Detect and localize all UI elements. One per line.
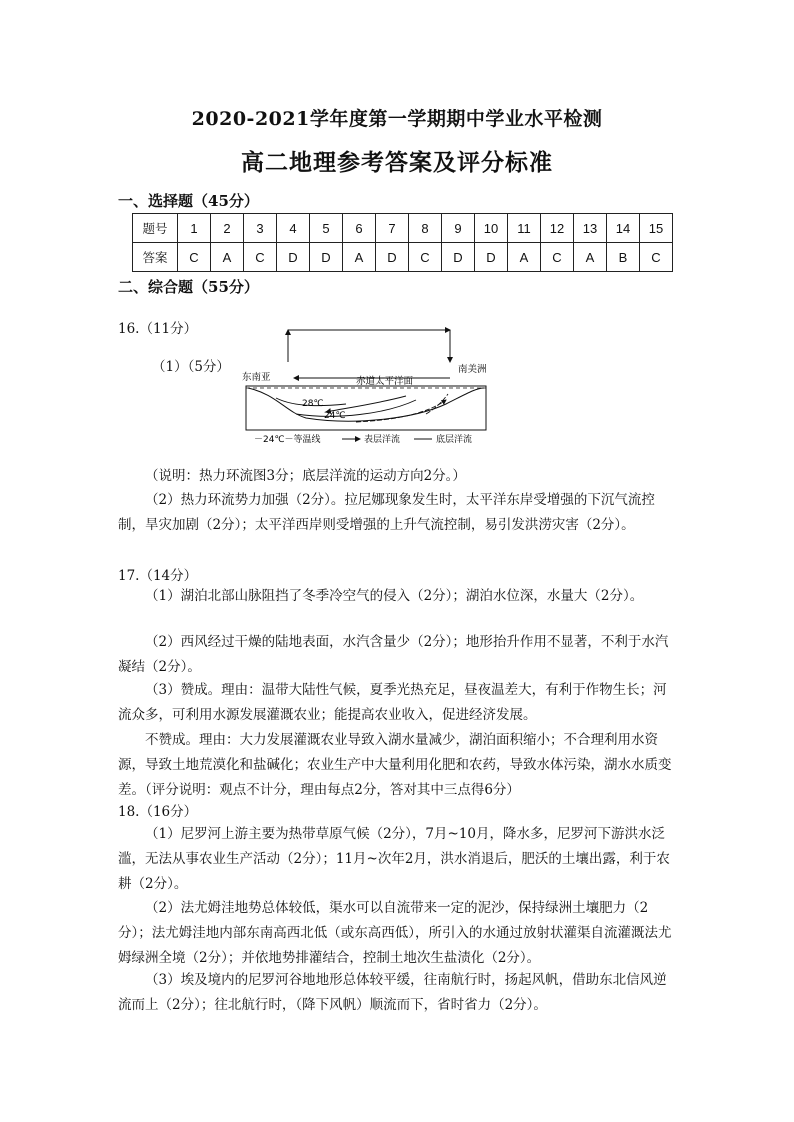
legend-isotherm: －24℃－等温线 — [254, 435, 321, 445]
answer-cell: D — [475, 243, 508, 272]
answer-table — [132, 213, 673, 272]
question-number: 4 — [277, 214, 310, 243]
answer-cell: C — [178, 243, 211, 272]
answer-cell: C — [409, 243, 442, 272]
question-number: 7 — [376, 214, 409, 243]
label-surface: 赤道太平洋面 — [356, 376, 414, 387]
label-southeast-asia: 东南亚 — [242, 372, 271, 383]
table-row-numbers — [133, 214, 673, 243]
question-number: 15 — [640, 214, 673, 243]
answer-cell: B — [607, 243, 640, 272]
question-number: 9 — [442, 214, 475, 243]
question-number: 12 — [541, 214, 574, 243]
q17-answer-2: （2）西风经过干燥的陆地表面，水汽含量少（2分）；地形抬升作用不显著，不利于水汽凝结（2分）。 — [118, 634, 669, 675]
q16-heading: 16.（11分） — [118, 321, 198, 337]
q18-answer-2: （2）法尤姆洼地势总体较低，渠水可以自流带来一定的泥沙，保持绿洲土壤肥力（2分）；法尤姆洼地内部东南高西北低（或东高西低），所引入的水通过放射状灌渠自流灌溉法尤姆绿洲全境（2分）；并依地势排灌结合，控制土地次生盐渍化（2分）。 — [118, 900, 672, 966]
label-28c: 28℃ — [302, 399, 324, 409]
table-head-answer: 答案 — [133, 243, 178, 272]
question-number: 6 — [343, 214, 376, 243]
question-number: 10 — [475, 214, 508, 243]
question-number: 2 — [211, 214, 244, 243]
question-number: 5 — [310, 214, 343, 243]
answer-cell: A — [211, 243, 244, 272]
q16-answer-2: （2）热力环流势力加强（2分）。拉尼娜现象发生时，太平洋东岸受增强的下沉气流控制，旱灾加剧（2分）；太平洋西岸则受增强的上升气流控制，易引发洪涝灾害（2分）。 — [118, 492, 655, 533]
table-head-number: 题号 — [133, 214, 178, 243]
answer-cell: A — [508, 243, 541, 272]
question-number: 13 — [574, 214, 607, 243]
answer-cell: D — [277, 243, 310, 272]
question-number: 14 — [607, 214, 640, 243]
answer-cell: C — [541, 243, 574, 272]
question-number: 8 — [409, 214, 442, 243]
q17-answer-4: 不赞成。理由：大力发展灌溉农业导致入湖水量减少，湖泊面积缩小；不合理利用水资源，导致土地荒漠化和盐碱化；农业生产中大量利用化肥和农药，导致水体污染，湖水水质变差。（评分说明：观点不计分，理由每点2分，答对其中三点得6分） — [118, 732, 672, 798]
legend-deep-current: 底层洋流 — [436, 435, 473, 445]
q18-heading: 18.（16分） — [118, 804, 198, 820]
label-south-america: 南美洲 — [458, 364, 487, 375]
answer-cell: D — [310, 243, 343, 272]
q17-answer-3: （3）赞成。理由：温带大陆性气候，夏季光热充足，昼夜温差大，有利于作物生长；河流众多，可利用水源发展灌溉农业；能提高农业收入，促进经济发展。 — [118, 682, 667, 723]
answer-cell: D — [376, 243, 409, 272]
document-title: 2020-2021学年度第一学期期中学业水平检测 — [191, 108, 603, 130]
q17-heading: 17.（14分） — [118, 568, 198, 584]
q18-answer-1: （1）尼罗河上游主要为热带草原气候（2分），7月~10月，降水多，尼罗河下游洪水泛滥，无法从事农业生产活动（2分）；11月~次年2月，洪水消退后，肥沃的土壤出露，利于农耕（2分）。 — [118, 826, 670, 892]
answer-cell: A — [574, 243, 607, 272]
label-24c: 24℃ — [324, 411, 346, 421]
answer-cell: D — [442, 243, 475, 272]
answer-cell: C — [640, 243, 673, 272]
question-number: 3 — [244, 214, 277, 243]
question-number: 1 — [178, 214, 211, 243]
answer-cell: C — [244, 243, 277, 272]
document-subtitle: 高二地理参考答案及评分标准 — [241, 149, 553, 176]
section2-label: 二、综合题（55分） — [118, 278, 259, 296]
q16-note: （说明：热力环流图3分；底层洋流的运动方向2分。） — [145, 468, 466, 484]
q16-sub1: （1）（5分） — [152, 359, 230, 375]
answer-cell: A — [343, 243, 376, 272]
table-row-answers — [133, 243, 673, 272]
q18-answer-3: （3）埃及境内的尼罗河谷地地形总体较平缓，往南航行时，扬起风帆，借助东北信风逆流而上（2分）；往北航行时，（降下风帆）顺流而下，省时省力（2分）。 — [118, 972, 667, 1013]
legend-surface-current: 表层洋流 — [364, 435, 401, 445]
section1-label: 一、选择题（45分） — [118, 192, 259, 210]
circulation-diagram — [236, 318, 496, 454]
q17-answer-1: （1）湖泊北部山脉阻挡了冬季冷空气的侵入（2分）；湖泊水位深，水量大（2分）。 — [145, 588, 644, 604]
question-number: 11 — [508, 214, 541, 243]
